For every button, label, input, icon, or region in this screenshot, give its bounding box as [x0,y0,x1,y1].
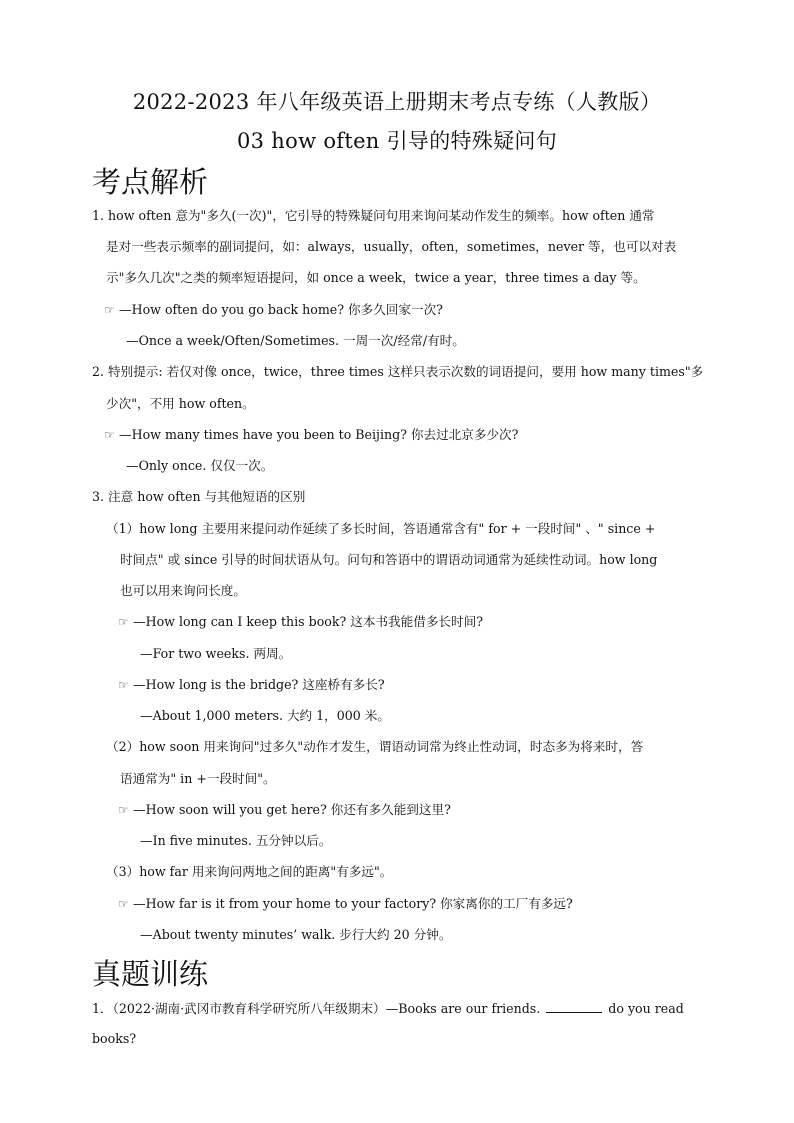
answer-blank[interactable] [546,1000,602,1013]
pointing-hand-icon: ☞ [118,615,129,629]
example-3-question-text: —How long can I keep this book? 这本书我能借多长时间? [133,614,483,629]
example-5-question-text: —How soon will you get here? 你还有多久能到这里? [133,802,451,817]
example-5-answer: —In five minutes. 五分钟以后。 [140,833,332,848]
sub-2-line-1: （2）how soon 用来询问"过多久"动作才发生，谓语动词常为终止性动词，时态多为将来时，答 [106,739,644,754]
pointing-hand-icon: ☞ [118,678,129,692]
question-1-line-2: books? [92,1031,137,1046]
document-subtitle: 03 how often 引导的特殊疑问句 [237,129,557,153]
point-2-line-1: 2. 特别提示: 若仅对像 once，twice，three times 这样只表示次数的词语提问，要用 how many times"多 [92,364,704,379]
point-1-line-2: 是对一些表示频率的副词提问，如：always，usually，often，sometimes，never 等，也可以对表 [106,239,677,254]
sub-1-line-2: 时间点" 或 since 引导的时间状语从句。问句和答语中的谓语动词通常为延续性动词。how long [120,552,658,567]
pointing-hand-icon: ☞ [118,803,129,817]
point-1-line-1: 1. how often 意为"多久(一次)"，它引导的特殊疑问句用来询问某动作发生的频率。how often 通常 [92,208,655,223]
example-3-answer: —For two weeks. 两周。 [140,646,292,661]
sub-1-line-3: 也可以用来询问长度。 [120,583,246,598]
example-1-question [104,302,443,318]
point-2-line-2: 少次"，不用 how often。 [106,396,255,411]
example-1-question-text: —How often do you go back home? 你多久回家一次? [119,302,443,317]
section-heading-analysis: 考点解析 [92,165,209,199]
example-5-question [118,802,451,818]
point-3-heading: 3. 注意 how often 与其他短语的区别 [92,489,306,504]
sub-1-line-1: （1）how long 主要用来提问动作延续了多长时间，答语通常含有" for + 一段时间" 、" since + [106,521,656,536]
example-6-answer: —About twenty minutes’ walk. 步行大约 20 分钟。 [140,927,452,942]
example-2-question-text: —How many times have you been to Beijing? 你去过北京多少次? [119,427,519,442]
sub-3-line-1: （3）how far 用来询问两地之间的距离"有多远"。 [106,864,393,879]
example-3-question [118,614,483,630]
pointing-hand-icon: ☞ [118,897,129,911]
document-title: 2022-2023 年八年级英语上册期末考点专练（人教版） [132,90,662,114]
question-1-line-1 [92,1000,684,1017]
example-2-answer: —Only once. 仅仅一次。 [126,458,274,473]
question-1-suffix: do you read [608,1001,684,1016]
point-1-line-3: 示"多久几次"之类的频率短语提问，如 once a week，twice a year，three times a day 等。 [106,270,646,285]
example-4-question-text: —How long is the bridge? 这座桥有多长? [133,677,385,692]
example-6-question [118,896,573,912]
question-1-prefix: 1．（2022·湖南·武冈市教育科学研究所八年级期末）—Books are our friends. [92,1001,541,1016]
example-4-question [118,677,385,693]
example-1-answer: —Once a week/Often/Sometimes. 一周一次/经常/有时。 [126,333,465,348]
example-2-question [104,427,518,443]
section-heading-practice: 真题训练 [92,957,209,991]
pointing-hand-icon: ☞ [104,303,115,317]
example-4-answer: —About 1,000 meters. 大约 1，000 米。 [140,708,390,723]
pointing-hand-icon: ☞ [104,428,115,442]
example-6-question-text: —How far is it from your home to your factory? 你家离你的工厂有多远? [133,896,573,911]
sub-2-line-2: 语通常为" in +一段时间"。 [120,771,276,786]
